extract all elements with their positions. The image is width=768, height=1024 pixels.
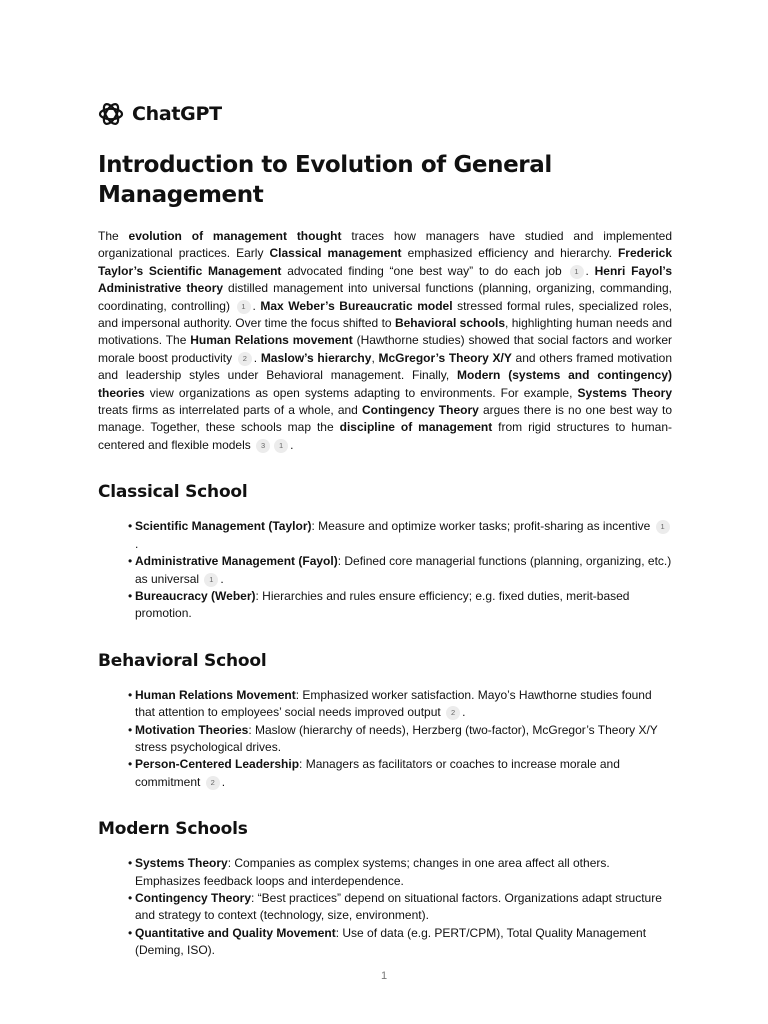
list-item-text: : Maslow (hierarchy of needs), Herzberg (two-factor), McGregor’s Theory X/Y stress psychological drives. [135, 722, 658, 754]
list-item [128, 553, 672, 588]
intro-bold-term: Frederick Taylor’s Scientific Management [98, 246, 672, 278]
citation-badge[interactable]: 1 [656, 520, 670, 534]
list-item-end: . [220, 571, 224, 586]
list-item [128, 588, 672, 623]
intro-text: and others framed motivation and leadership styles under Behavioral management. Finally, [98, 350, 673, 383]
list-item-term: Systems Theory [135, 856, 228, 871]
intro-paragraph [98, 228, 672, 454]
citation-badge[interactable]: 1 [204, 573, 218, 587]
list-item-text: : Emphasized worker satisfaction. Mayo’s Hawthorne studies found that attention to employees’ social needs improved output [135, 687, 652, 720]
list-item-text: : Hierarchies and rules ensure efficiency; e.g. fixed duties, merit-based promotion. [135, 588, 630, 621]
intro-bold-term: Behavioral schools [394, 316, 506, 331]
citation-badge[interactable]: 2 [206, 776, 220, 790]
document-title: Introduction to Evolution of General Management [98, 152, 552, 208]
list-item-text: : Measure and optimize worker tasks; profit-sharing as incentive [311, 519, 654, 534]
list-item-term: Person-Centered Leadership [135, 757, 300, 772]
citation-badge[interactable]: 3 [256, 439, 270, 453]
citation-badge[interactable]: 1 [237, 300, 251, 314]
list-item [128, 855, 672, 890]
citation-badge[interactable]: 1 [570, 265, 584, 279]
list-item [128, 890, 672, 925]
brand-name: ChatGPT [132, 103, 222, 125]
list-item-text: : Defined core managerial functions (planning, organizing, etc.) as universal [135, 554, 672, 586]
list-item [128, 687, 672, 722]
list-item [128, 722, 672, 757]
citation-badge[interactable]: 1 [274, 439, 288, 453]
section-heading: Modern Schools [98, 819, 248, 840]
intro-text: stressed formal rules, specialized roles, and impersonal authority. Over time the focus shifted to [98, 298, 673, 331]
document-page [98, 98, 672, 960]
intro-bold-term: McGregor’s Theory X/Y [378, 350, 512, 365]
intro-text: . [290, 437, 294, 452]
intro-bold-term: discipline of management [339, 420, 493, 435]
intro-text: traces how managers have studied and implemented organizational practices. Early [98, 229, 672, 261]
list-item-text: : Companies as complex systems; changes in one area affect all others. Emphasizes feedback loops and interdependence. [135, 856, 610, 888]
list-item-end: . [462, 705, 466, 720]
intro-text: . [252, 298, 261, 313]
list-item-term: Human Relations Movement [135, 687, 296, 702]
intro-text: emphasized efficiency and hierarchy. [401, 246, 618, 261]
intro-text: (Hawthorne studies) showed that social factors and worker morale boost productivity [98, 333, 672, 365]
list-item [128, 925, 672, 960]
list-item-term: Motivation Theories [135, 722, 249, 737]
page-number: 1 [380, 970, 388, 982]
intro-text: , highlighting human needs and motivations. The [98, 316, 673, 348]
citation-badge[interactable]: 2 [446, 706, 460, 720]
list-item-text: : “Best practices” depend on situational factors. Organizations adapt structure and strategy to context (technology, size, environment). [135, 890, 662, 923]
list-item-term: Quantitative and Quality Movement [135, 925, 336, 940]
intro-text: argues there is no one best way to manage. Together, these schools map the [98, 403, 672, 435]
list-item-text: : Managers as facilitators or coaches to increase morale and commitment [135, 757, 620, 789]
list-item-end: . [221, 774, 226, 789]
bullet-list [98, 518, 672, 622]
intro-text: The [98, 229, 129, 243]
list-item-text: : Use of data (e.g. PERT/CPM), Total Quality Management (Deming, ISO). [135, 925, 647, 958]
intro-text: treats firms as interrelated parts of a whole, and [98, 403, 362, 418]
intro-bold-term: Systems Theory [577, 385, 672, 400]
intro-bold-term: evolution of management thought [128, 229, 342, 243]
intro-text: distilled management into universal functions (planning, organizing, commanding, coordinating, controlling) [98, 281, 672, 313]
intro-text: view organizations as open systems adapting to environments. For example, [144, 385, 578, 400]
sections [98, 480, 672, 959]
intro-bold-term: Classical management [269, 246, 402, 261]
intro-text: . [253, 350, 261, 365]
intro-bold-term: Contingency Theory [362, 403, 479, 418]
intro-text: . [585, 263, 595, 278]
intro-text: , [371, 350, 379, 365]
intro-text: from rigid structures to human-centered and flexible models [98, 420, 672, 452]
list-item-term: Administrative Management (Fayol) [135, 554, 338, 569]
list-item-end: . [135, 536, 139, 551]
citation-badge[interactable]: 2 [238, 352, 252, 366]
list-item [128, 518, 672, 553]
list-item-term: Contingency Theory [135, 890, 252, 905]
bullet-list [98, 855, 672, 959]
section-heading: Behavioral School [98, 650, 267, 671]
list-item [128, 756, 672, 791]
intro-bold-term: Max Weber’s Bureaucratic model [260, 298, 453, 313]
brand-header [98, 98, 672, 130]
list-item-term: Scientific Management (Taylor) [135, 519, 312, 534]
bullet-list [98, 687, 672, 791]
list-item-term: Bureaucracy (Weber) [135, 588, 256, 603]
section-heading: Classical School [98, 482, 248, 503]
intro-bold-term: Maslow’s hierarchy [260, 350, 372, 365]
intro-bold-term: Henri Fayol’s Administrative theory [98, 263, 672, 296]
openai-logo-icon [98, 101, 124, 127]
intro-bold-term: Human Relations movement [190, 333, 353, 348]
intro-bold-term: Modern (systems and contingency) theories [98, 368, 672, 400]
intro-text: advocated finding “one best way” to do each job [281, 263, 568, 278]
